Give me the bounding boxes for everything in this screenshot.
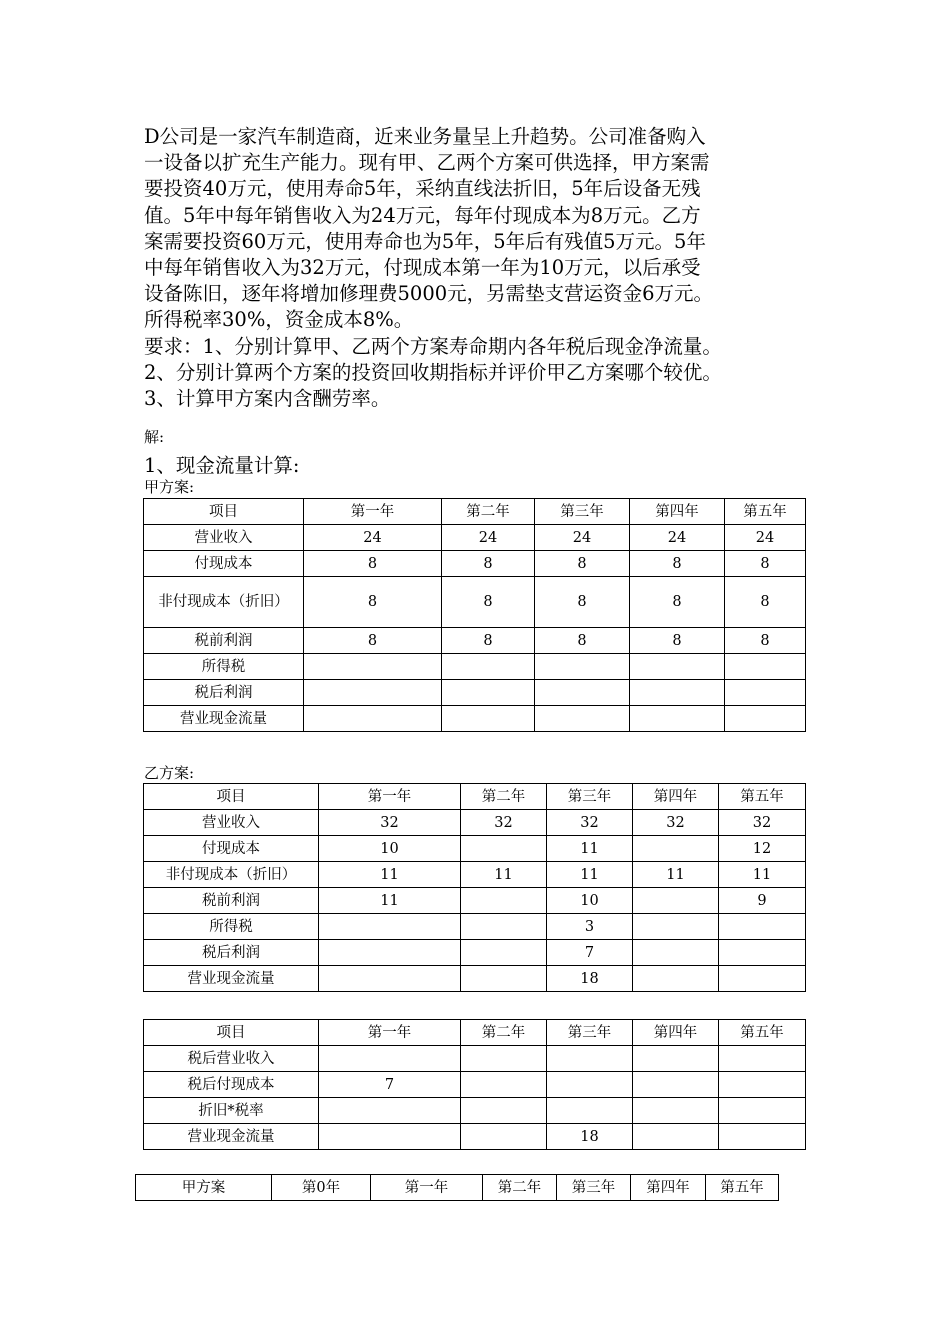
table-row	[144, 810, 806, 836]
problem-line: 所得税率30%，资金成本8%。	[144, 308, 414, 332]
table-header-row	[136, 1175, 779, 1201]
table-header-row	[144, 499, 806, 525]
header-cell: 第五年	[719, 1020, 806, 1046]
row-label: 营业收入	[144, 525, 304, 551]
table-cell	[630, 654, 725, 680]
row-label: 税前利润	[144, 888, 319, 914]
table-cell	[461, 1046, 547, 1072]
table-cell	[319, 1046, 461, 1072]
table-cell	[319, 940, 461, 966]
header-cell: 第0年	[272, 1175, 371, 1201]
problem-line: 值。5年中每年销售收入为24万元，每年付现成本为8万元。乙方	[144, 203, 701, 227]
after-tax-table	[143, 1019, 806, 1150]
problem-line: 要求：1、分别计算甲、乙两个方案寿命期内各年税后现金净流量。	[144, 334, 722, 358]
header-cell: 项目	[144, 1020, 319, 1046]
problem-line: 设备陈旧，逐年将增加修理费5000元，另需垫支营运资金6万元。	[144, 282, 714, 306]
table-cell: 11	[633, 862, 719, 888]
table-row	[144, 1098, 806, 1124]
table-cell	[461, 1124, 547, 1150]
table-cell	[633, 1072, 719, 1098]
table-cell: 24	[442, 525, 535, 551]
table-cell: 11	[719, 862, 806, 888]
row-label: 营业收入	[144, 810, 319, 836]
table-cell: 8	[535, 551, 630, 577]
header-cell: 第一年	[319, 1020, 461, 1046]
table-cell	[719, 940, 806, 966]
table-cell	[442, 654, 535, 680]
row-label: 税后付现成本	[144, 1072, 319, 1098]
table-row	[144, 706, 806, 732]
table-cell	[633, 1098, 719, 1124]
table-cell	[725, 706, 806, 732]
header-cell: 第五年	[725, 499, 806, 525]
problem-line: 中每年销售收入为32万元，付现成本第一年为10万元，以后承受	[144, 256, 701, 280]
row-label: 税后利润	[144, 940, 319, 966]
table-cell	[547, 1072, 633, 1098]
table-cell	[461, 1098, 547, 1124]
table-cell: 7	[319, 1072, 461, 1098]
table-cell: 24	[725, 525, 806, 551]
header-cell: 第五年	[719, 784, 806, 810]
table-cell	[719, 914, 806, 940]
table-cell	[630, 706, 725, 732]
table-header-row	[144, 1020, 806, 1046]
table-cell	[535, 680, 630, 706]
table-cell	[461, 836, 547, 862]
problem-statement	[144, 124, 814, 412]
table-cell	[304, 680, 442, 706]
table-cell: 18	[547, 966, 633, 992]
table-cell	[633, 940, 719, 966]
table-cell: 11	[319, 888, 461, 914]
table-row	[144, 888, 806, 914]
table-cell	[461, 966, 547, 992]
table-cell: 8	[630, 551, 725, 577]
row-label: 付现成本	[144, 551, 304, 577]
table-cell: 24	[535, 525, 630, 551]
header-cell: 第三年	[547, 784, 633, 810]
table-cell	[719, 1046, 806, 1072]
table-cell	[461, 914, 547, 940]
plan-b-table	[143, 783, 806, 992]
table-cell: 18	[547, 1124, 633, 1150]
table-row	[144, 966, 806, 992]
plan-a-npv-table	[135, 1174, 779, 1201]
table-cell: 8	[725, 577, 806, 628]
table-cell	[719, 1098, 806, 1124]
table-cell	[547, 1046, 633, 1072]
row-label: 非付现成本（折旧）	[144, 577, 304, 628]
plan-a-table	[143, 498, 806, 732]
row-label: 付现成本	[144, 836, 319, 862]
row-label: 营业现金流量	[144, 966, 319, 992]
table-cell: 32	[719, 810, 806, 836]
table-cell	[461, 888, 547, 914]
problem-line: 2、分别计算两个方案的投资回收期指标并评价甲乙方案哪个较优。	[144, 360, 722, 384]
table-row	[144, 525, 806, 551]
plan-a-label: 甲方案:	[144, 478, 195, 496]
table-cell	[535, 654, 630, 680]
row-label: 税前利润	[144, 628, 304, 654]
table-cell	[319, 1124, 461, 1150]
table-row	[144, 862, 806, 888]
table-cell	[719, 966, 806, 992]
header-cell: 第三年	[547, 1020, 633, 1046]
problem-line: 要投资40万元，使用寿命5年，采纳直线法折旧，5年后设备无残	[144, 177, 701, 201]
header-cell: 第三年	[557, 1175, 631, 1201]
header-cell: 第一年	[304, 499, 442, 525]
table-cell: 8	[725, 551, 806, 577]
table-cell	[442, 706, 535, 732]
table-cell	[719, 1072, 806, 1098]
table-cell	[304, 654, 442, 680]
header-cell: 第四年	[633, 1020, 719, 1046]
table-cell	[630, 680, 725, 706]
table-cell	[461, 940, 547, 966]
table-cell: 24	[630, 525, 725, 551]
row-label: 税后营业收入	[144, 1046, 319, 1072]
row-label: 所得税	[144, 654, 304, 680]
table-cell: 8	[725, 628, 806, 654]
table-cell	[633, 914, 719, 940]
table-cell: 7	[547, 940, 633, 966]
table-cell	[633, 1046, 719, 1072]
table-cell: 11	[461, 862, 547, 888]
table-cell: 8	[442, 577, 535, 628]
table-cell: 3	[547, 914, 633, 940]
header-cell: 第四年	[633, 784, 719, 810]
table-row	[144, 551, 806, 577]
table-cell: 8	[442, 628, 535, 654]
header-cell: 第二年	[483, 1175, 557, 1201]
header-cell: 第二年	[461, 1020, 547, 1046]
header-cell: 第四年	[631, 1175, 706, 1201]
table-cell: 11	[319, 862, 461, 888]
table-cell: 11	[547, 836, 633, 862]
table-cell: 12	[719, 836, 806, 862]
table-cell: 32	[319, 810, 461, 836]
header-cell: 第三年	[535, 499, 630, 525]
header-cell: 第一年	[319, 784, 461, 810]
row-label: 折旧*税率	[144, 1098, 319, 1124]
row-label: 营业现金流量	[144, 706, 304, 732]
table-header-row	[144, 784, 806, 810]
table-cell	[633, 836, 719, 862]
table-row	[144, 1072, 806, 1098]
table-cell: 24	[304, 525, 442, 551]
table-cell: 8	[535, 628, 630, 654]
header-cell: 甲方案	[136, 1175, 272, 1201]
row-label: 营业现金流量	[144, 1124, 319, 1150]
table-cell: 8	[304, 628, 442, 654]
table-row	[144, 914, 806, 940]
section-title: 1、现金流量计算:	[144, 454, 300, 477]
header-cell: 第四年	[630, 499, 725, 525]
problem-line: D公司是一家汽车制造商，近来业务量呈上升趋势。公司准备购入	[144, 125, 706, 148]
problem-line: 案需要投资60万元，使用寿命也为5年，5年后有残值5万元。5年	[144, 229, 706, 253]
header-cell: 第一年	[371, 1175, 483, 1201]
table-cell	[725, 654, 806, 680]
table-row	[144, 1046, 806, 1072]
table-cell: 10	[547, 888, 633, 914]
header-cell: 第二年	[442, 499, 535, 525]
table-row	[144, 628, 806, 654]
header-cell: 项目	[144, 784, 319, 810]
problem-line: 3、计算甲方案内含酬劳率。	[144, 387, 391, 411]
problem-line: 一设备以扩充生产能力。现有甲、乙两个方案可供选择，甲方案需	[144, 151, 710, 175]
table-cell: 8	[630, 628, 725, 654]
table-cell: 8	[304, 577, 442, 628]
table-cell	[442, 680, 535, 706]
table-cell	[633, 1124, 719, 1150]
table-cell	[319, 914, 461, 940]
table-cell	[719, 1124, 806, 1150]
row-label: 所得税	[144, 914, 319, 940]
row-label: 非付现成本（折旧）	[144, 862, 319, 888]
table-cell	[535, 706, 630, 732]
table-cell: 8	[630, 577, 725, 628]
table-row	[144, 680, 806, 706]
table-cell	[319, 1098, 461, 1124]
table-cell	[633, 888, 719, 914]
table-cell	[725, 680, 806, 706]
table-row	[144, 940, 806, 966]
table-cell	[319, 966, 461, 992]
table-cell: 8	[442, 551, 535, 577]
row-label: 税后利润	[144, 680, 304, 706]
table-cell: 8	[535, 577, 630, 628]
table-cell: 11	[547, 862, 633, 888]
header-cell: 第五年	[706, 1175, 779, 1201]
table-cell: 10	[319, 836, 461, 862]
table-cell: 8	[304, 551, 442, 577]
table-row	[144, 577, 806, 628]
table-cell	[304, 706, 442, 732]
plan-b-label: 乙方案:	[144, 764, 195, 782]
table-cell: 9	[719, 888, 806, 914]
header-cell: 第二年	[461, 784, 547, 810]
table-row	[144, 1124, 806, 1150]
table-cell	[547, 1098, 633, 1124]
table-cell: 32	[633, 810, 719, 836]
table-row	[144, 654, 806, 680]
table-cell	[633, 966, 719, 992]
solution-label: 解:	[144, 428, 165, 446]
table-cell	[461, 1072, 547, 1098]
header-cell: 项目	[144, 499, 304, 525]
table-row	[144, 836, 806, 862]
table-cell: 32	[547, 810, 633, 836]
table-cell: 32	[461, 810, 547, 836]
